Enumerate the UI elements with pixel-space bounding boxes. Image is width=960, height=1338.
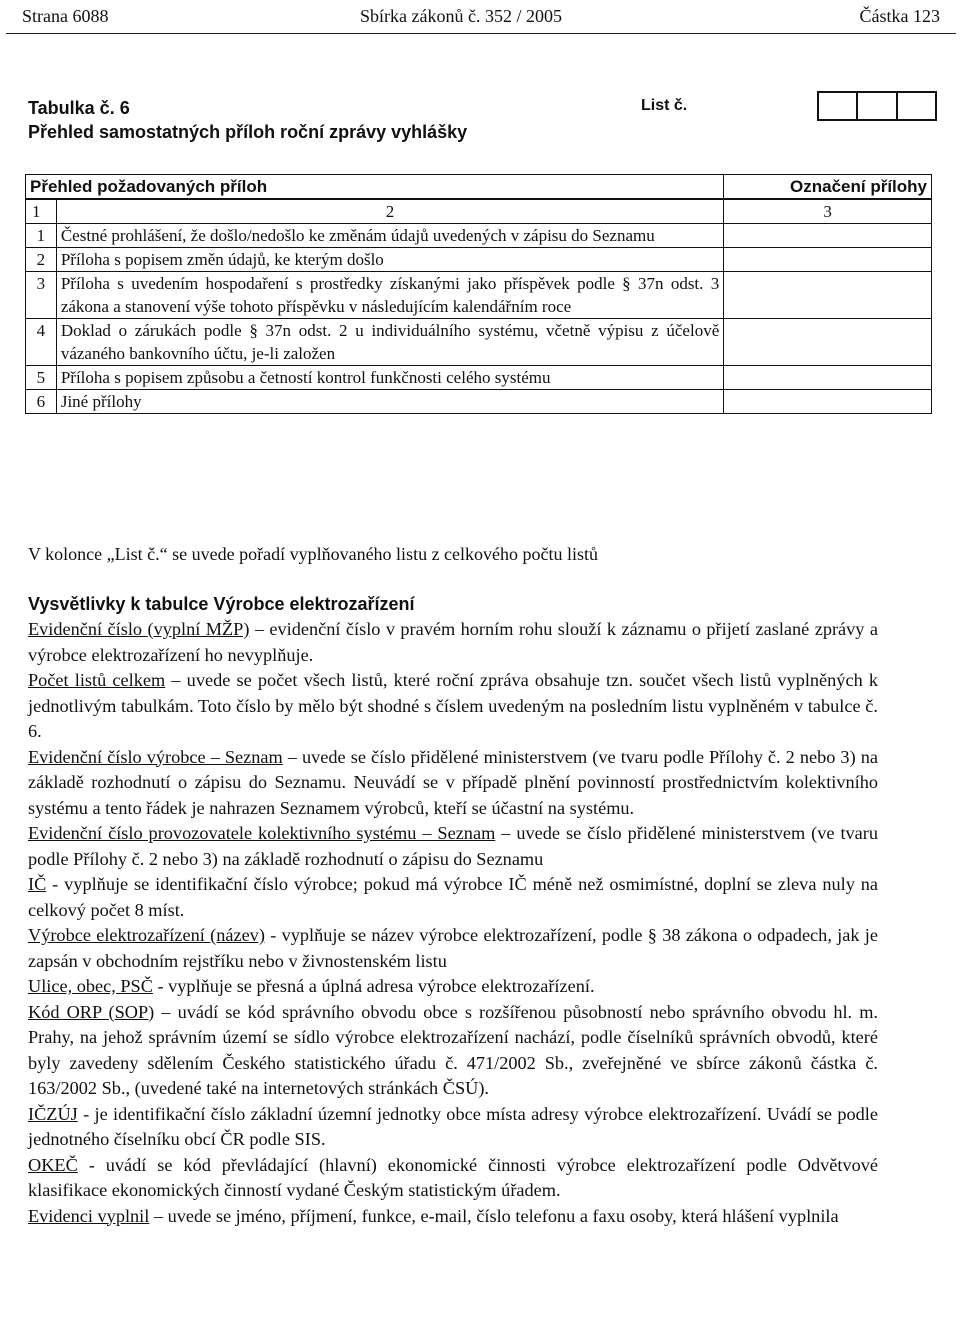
explanation-text: - vyplňuje se přesná a úplná adresa výrobce elektrozařízení. <box>152 976 595 996</box>
header-required-attachments: Přehled požadovaných příloh <box>26 175 724 200</box>
row-number: 3 <box>26 272 57 319</box>
row-attachment-mark-cell[interactable] <box>724 248 932 272</box>
row-number: 5 <box>26 366 57 390</box>
explanation-text: – uvede se počet všech listů, které roční zpráva obsahuje tzn. součet všech listů vyplněných k jednotlivým tabulkám. Toto číslo by mělo být shodné s číslem uvedeným na posledním listu vyplněném v tabulce č. 6. <box>28 670 879 741</box>
row-attachment-mark-cell[interactable] <box>724 272 932 319</box>
explanation-item <box>28 974 878 1000</box>
page-number: Strana 6088 <box>22 6 109 26</box>
explanation-term: Evidenční číslo (vyplní MŽP) <box>28 619 250 639</box>
explanation-term: IČZÚJ <box>28 1103 78 1124</box>
explanation-term: OKEČ <box>28 1154 78 1175</box>
table-row <box>26 272 932 319</box>
row-attachment-mark-cell[interactable] <box>724 366 932 390</box>
explanation-text: - je identifikační číslo základní územní jednotky obce místa adresy výrobce elektrozařízení. Uvádí se podle jednotného číselníku obcí ČR podle SIS. <box>28 1103 878 1149</box>
table-row <box>26 248 932 272</box>
table-row <box>26 319 932 366</box>
explanations-title: Vysvětlivky k tabulce Výrobce elektrozařízení <box>28 594 415 614</box>
header-attachment-mark: Označení přílohy <box>724 175 932 200</box>
table-header-row <box>26 175 932 200</box>
explanation-item <box>28 821 878 872</box>
explanation-term: Ulice, obec, PSČ <box>28 976 153 996</box>
explanation-text: – uvádí se kód správního obvodu obce s rozšířenou působností nebo správního obvodu hl. m. Prahy, na jehož správním území se sídlo výrobce elektrozařízení nachází, podle číselníků správních obvodů, které byly zavedeny sdělením Českého statistického úřadu č. 471/2002 Sb., zveřejněné ve sbírce zákonů částka č. 163/2002 Sb., (uvedené také na internetových stránkách ČSÚ). <box>28 1001 878 1098</box>
row-description: Čestné prohlášení, že došlo/nedošlo ke změnám údajů uvedených v zápisu do Seznamu <box>56 224 723 248</box>
explanation-term: Počet listů celkem <box>28 670 166 690</box>
table-row <box>26 366 932 390</box>
list-number-box-3[interactable] <box>898 93 935 119</box>
explanation-term: Výrobce elektrozařízení (název) <box>28 925 265 945</box>
row-description: Jiné přílohy <box>56 390 723 414</box>
list-number-box-2[interactable] <box>858 93 897 119</box>
explanation-item <box>28 923 878 974</box>
list-number-label: List č. <box>641 97 688 114</box>
list-number-box-1[interactable] <box>819 93 858 119</box>
row-number: 1 <box>26 224 57 248</box>
table-subtitle: Přehled samostatných příloh roční zprávy vyhlášky <box>28 122 468 142</box>
issue-number: Částka 123 <box>859 6 940 26</box>
row-number: 6 <box>26 390 57 414</box>
page-header <box>22 6 940 26</box>
explanation-text: - vyplňuje se identifikační číslo výrobce; pokud má výrobce IČ méně než osmimístné, doplní se zleva nuly na celkový počet 8 míst. <box>28 874 878 920</box>
explanation-term: IČ <box>28 874 47 894</box>
explanation-item <box>28 1204 878 1230</box>
explanation-item <box>28 1000 878 1102</box>
explanation-item <box>28 1153 878 1204</box>
explanations <box>28 617 878 1229</box>
explanation-text: - vyplňuje se název výrobce elektrozařízení, podle § 38 zákona o odpadech, jak je zapsán v obchodním rejstříku nebo v živnostenském listu <box>28 925 878 971</box>
attachments-table <box>25 174 932 414</box>
row-attachment-mark-cell[interactable] <box>724 224 932 248</box>
row-attachment-mark-cell[interactable] <box>724 390 932 414</box>
explanation-term: Evidenci vyplnil <box>28 1205 150 1226</box>
header-divider <box>6 33 956 34</box>
explanation-item <box>28 617 878 668</box>
row-attachment-mark-cell[interactable] <box>724 319 932 366</box>
row-description: Příloha s popisem změn údajů, ke kterým došlo <box>56 248 723 272</box>
row-description: Doklad o zárukách podle § 37n odst. 2 u individuálního systému, včetně výpisu z účelově vázaného bankovního účtu, je-li založen <box>56 319 723 366</box>
column-number-row <box>26 199 932 224</box>
explanation-term: Kód ORP (SOP) <box>28 1001 155 1022</box>
table-title: Tabulka č. 6 <box>28 98 130 118</box>
row-number: 4 <box>26 319 57 366</box>
list-number-boxes[interactable] <box>817 91 937 121</box>
explanation-item <box>28 668 878 745</box>
row-number: 2 <box>26 248 57 272</box>
list-number-note: V kolonce „List č.“ se uvede pořadí vyplňovaného listu z celkového počtu listů <box>28 544 599 564</box>
explanation-text: – uvede se číslo přidělené ministerstvem (ve tvaru podle Přílohy č. 2 nebo 3) na základě rozhodnutí o zápisu do Seznamu. Neuvádí se v případě plnění povinností prostřednictvím kolektivního systému a tento řádek je nahrazen Seznamem výrobců, kteří se účastní na systému. <box>28 746 878 818</box>
explanation-term: Evidenční číslo výrobce – Seznam <box>28 746 283 767</box>
explanation-text: - uvádí se kód převládající (hlavní) ekonomické činnosti výrobce elektrozařízení podle Odvětvové klasifikace ekonomických činností vydané Českým statistickým úřadem. <box>28 1154 878 1200</box>
explanation-term: Evidenční číslo provozovatele kolektivního systému – Seznam <box>28 823 496 843</box>
table-row <box>26 390 932 414</box>
collection-reference: Sbírka zákonů č. 352 / 2005 <box>360 6 562 26</box>
column-number-3: 3 <box>724 199 932 224</box>
row-description: Příloha s popisem způsobu a četností kontrol funkčnosti celého systému <box>56 366 723 390</box>
explanation-text: – evidenční číslo v pravém horním rohu slouží k záznamu o přijetí zaslané zprávy a výrobce elektrozařízení ho nevyplňuje. <box>28 619 878 665</box>
row-description: Příloha s uvedením hospodaření s prostředky získanými jako příspěvek podle § 37n odst. 3 zákona a stanovení výše tohoto příspěvku v následujícím kalendářním roce <box>56 272 723 319</box>
explanation-item <box>28 1102 878 1153</box>
explanation-item <box>28 745 878 822</box>
explanation-text: – uvede se jméno, příjmení, funkce, e-mail, číslo telefonu a faxu osoby, která hlášení vyplnila <box>149 1205 839 1226</box>
column-number-2: 2 <box>56 199 723 224</box>
column-number-1: 1 <box>26 199 57 224</box>
table-row <box>26 224 932 248</box>
explanation-item <box>28 872 878 923</box>
explanation-text: – uvede se číslo přidělené ministerstvem (ve tvaru podle Přílohy č. 2 nebo 3) na základě rozhodnutí o zápisu do Seznamu <box>28 823 879 869</box>
